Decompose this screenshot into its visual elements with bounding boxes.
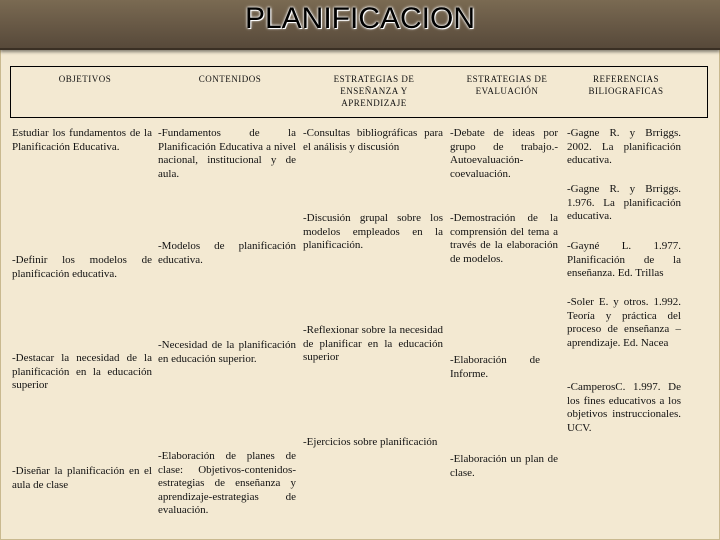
reference-item: -Soler E. y otros. 1.992. Teoría y práctica del proceso de enseñanza – aprendizaje. Ed. Nacea (567, 296, 681, 349)
reference-item: -Gagne R. y Brriggs. 1.976. La planificación educativa. (567, 183, 681, 222)
header-estrategias-ensenanza: ESTRATEGIAS DE ENSEÑANZA Y APRENDIZAJE (333, 74, 415, 108)
row2-objetivo: -Definir los modelos de planificación educativa. (12, 254, 152, 280)
row1-evaluacion: -Debate de ideas por grupo de trabajo.-Autoevaluación-coevaluación. (450, 127, 558, 180)
header-contenidos: CONTENIDOS (198, 74, 262, 84)
row2-evaluacion: -Demostración de la comprensión del tema a través de la elaboración de modelos. (450, 212, 558, 265)
row4-evaluacion: -Elaboración un plan de clase. (450, 453, 558, 479)
header-objetivos: OBJETIVOS (58, 74, 112, 84)
page-title: PLANIFICACION (244, 2, 476, 35)
row3-objetivo: -Destacar la necesidad de la planificación en la educación superior (12, 352, 152, 391)
row2-ensenanza: -Discusión grupal sobre los modelos empleados en la planificación. (303, 212, 443, 251)
row4-contenido: -Elaboración de planes de clase: Objetivos-contenidos-estrategias de enseñanza y aprendizaje-estrategias de evaluación. (158, 450, 296, 516)
row1-objetivo: Estudiar los fundamentos de la Planificación Educativa. (12, 127, 152, 153)
row3-contenido: -Necesidad de la planificación en educación superior. (158, 339, 296, 365)
row4-ensenanza: -Ejercicios sobre planificación (303, 436, 438, 448)
row1-ensenanza: -Consultas bibliográficas para el análisis y discusión (303, 127, 443, 153)
row2-contenido: -Modelos de planificación educativa. (158, 240, 296, 266)
row3-ensenanza: -Reflexionar sobre la necesidad de planificar en la educación superior (303, 324, 443, 363)
reference-item: -CamperosC. 1.997. De los fines educativos a los objetivos instruccionales. UCV. (567, 381, 681, 434)
reference-item: -Gagne R. y Brriggs. 2002. La planificación educativa. (567, 127, 681, 166)
row3-evaluacion: -Elaboración de Informe. (450, 354, 540, 380)
reference-item: -Gayné L. 1.977. Planificación de la enseñanza. Ed. Trillas (567, 240, 681, 279)
row1-contenido: -Fundamentos de la Planificación Educativa a nivel nacional, institucional y de aula. (158, 127, 296, 180)
row4-objetivo: -Diseñar la planificación en el aula de clase (12, 465, 152, 491)
header-estrategias-evaluacion: ESTRATEGIAS DE EVALUACIÓN (466, 74, 548, 96)
header-referencias: REFERENCIAS BILIOGRAFICAS (588, 74, 664, 96)
